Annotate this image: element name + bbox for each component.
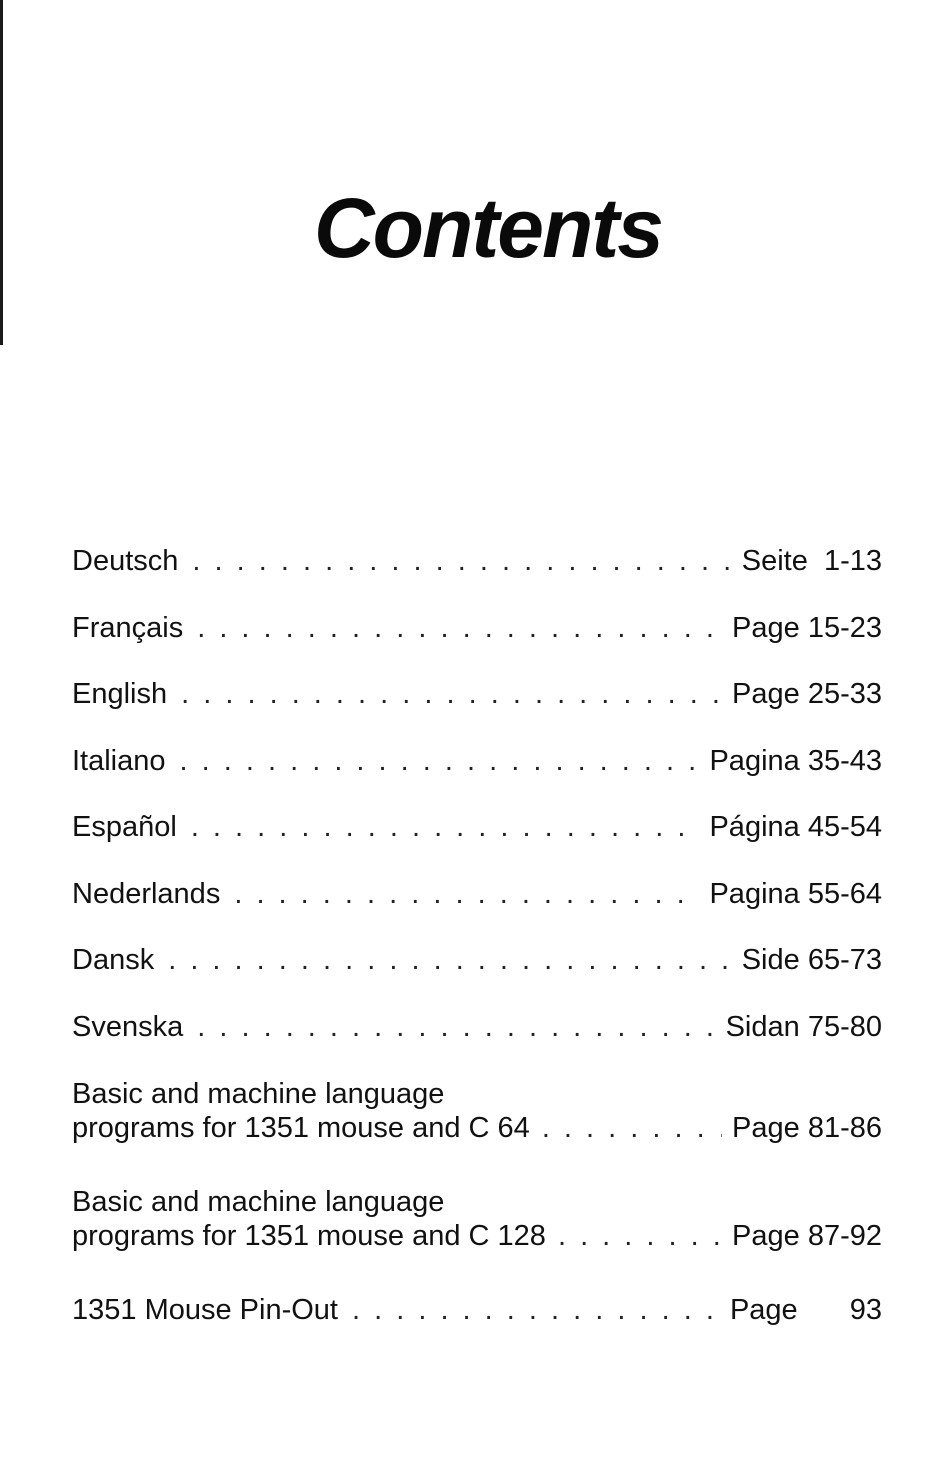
toc-entry-dansk[interactable] (72, 943, 882, 977)
toc-entry-label-line2: programs for 1351 mouse and C 128 (72, 1220, 546, 1252)
dot-leader (192, 544, 731, 578)
toc-entry-page: Page 93 (729, 1294, 882, 1326)
toc-entry-italiano[interactable] (72, 744, 882, 778)
toc-entry-page: Page 87-92 (732, 1220, 882, 1252)
toc-entry-programs-c64[interactable] (72, 1077, 882, 1145)
toc-entry-programs-c128[interactable] (72, 1185, 882, 1253)
toc-entry-label: 1351 Mouse Pin-Out (72, 1294, 338, 1326)
toc-entry-label: Svenska (72, 1011, 184, 1043)
toc-entry-label: Deutsch (72, 545, 179, 577)
dot-leader (558, 1219, 722, 1253)
toc-entry-page: Page 25-33 (732, 678, 882, 710)
toc-entry-francais[interactable] (72, 611, 882, 645)
dot-leader (542, 1111, 722, 1145)
toc-entry-page: Página 45-54 (709, 811, 882, 843)
toc-entry-nederlands[interactable] (72, 877, 882, 911)
toc-entry-label-line1: Basic and machine language (72, 1186, 445, 1218)
dot-leader (168, 943, 732, 977)
toc-entry-page: Side 65-73 (741, 944, 882, 976)
dot-leader (197, 611, 722, 645)
dot-leader (181, 677, 722, 711)
dot-leader (197, 1010, 715, 1044)
toc-entry-label: Español (72, 811, 177, 843)
toc-entry-deutsch[interactable] (72, 544, 882, 578)
dot-leader (234, 877, 699, 911)
toc-entry-espanol[interactable] (72, 810, 882, 844)
toc-entry-label: Italiano (72, 745, 166, 777)
toc-entry-label: Français (72, 612, 184, 644)
toc-entry-label-line1: Basic and machine language (72, 1078, 445, 1110)
toc-entry-page: Seite 1-13 (741, 545, 882, 577)
toc-entry-label: Nederlands (72, 878, 221, 910)
toc-entry-page: Page 81-86 (732, 1112, 882, 1144)
toc-entry-label: English (72, 678, 168, 710)
toc-entry-pinout[interactable] (72, 1293, 882, 1327)
dot-leader (180, 744, 700, 778)
toc-entry-label: Dansk (72, 944, 155, 976)
toc-entry-page: Sidan 75-80 (725, 1011, 882, 1043)
toc-entry-label-line2: programs for 1351 mouse and C 64 (72, 1112, 530, 1144)
toc-entry-page: Pagina 55-64 (709, 878, 882, 910)
toc-entry-page: Page 15-23 (732, 612, 882, 644)
toc-entry-svenska[interactable] (72, 1010, 882, 1044)
dot-leader (352, 1293, 720, 1327)
dot-leader (191, 810, 700, 844)
toc-entry-page: Pagina 35-43 (709, 745, 882, 777)
page-title: Contents (314, 181, 662, 275)
toc-entry-english[interactable] (72, 677, 882, 711)
